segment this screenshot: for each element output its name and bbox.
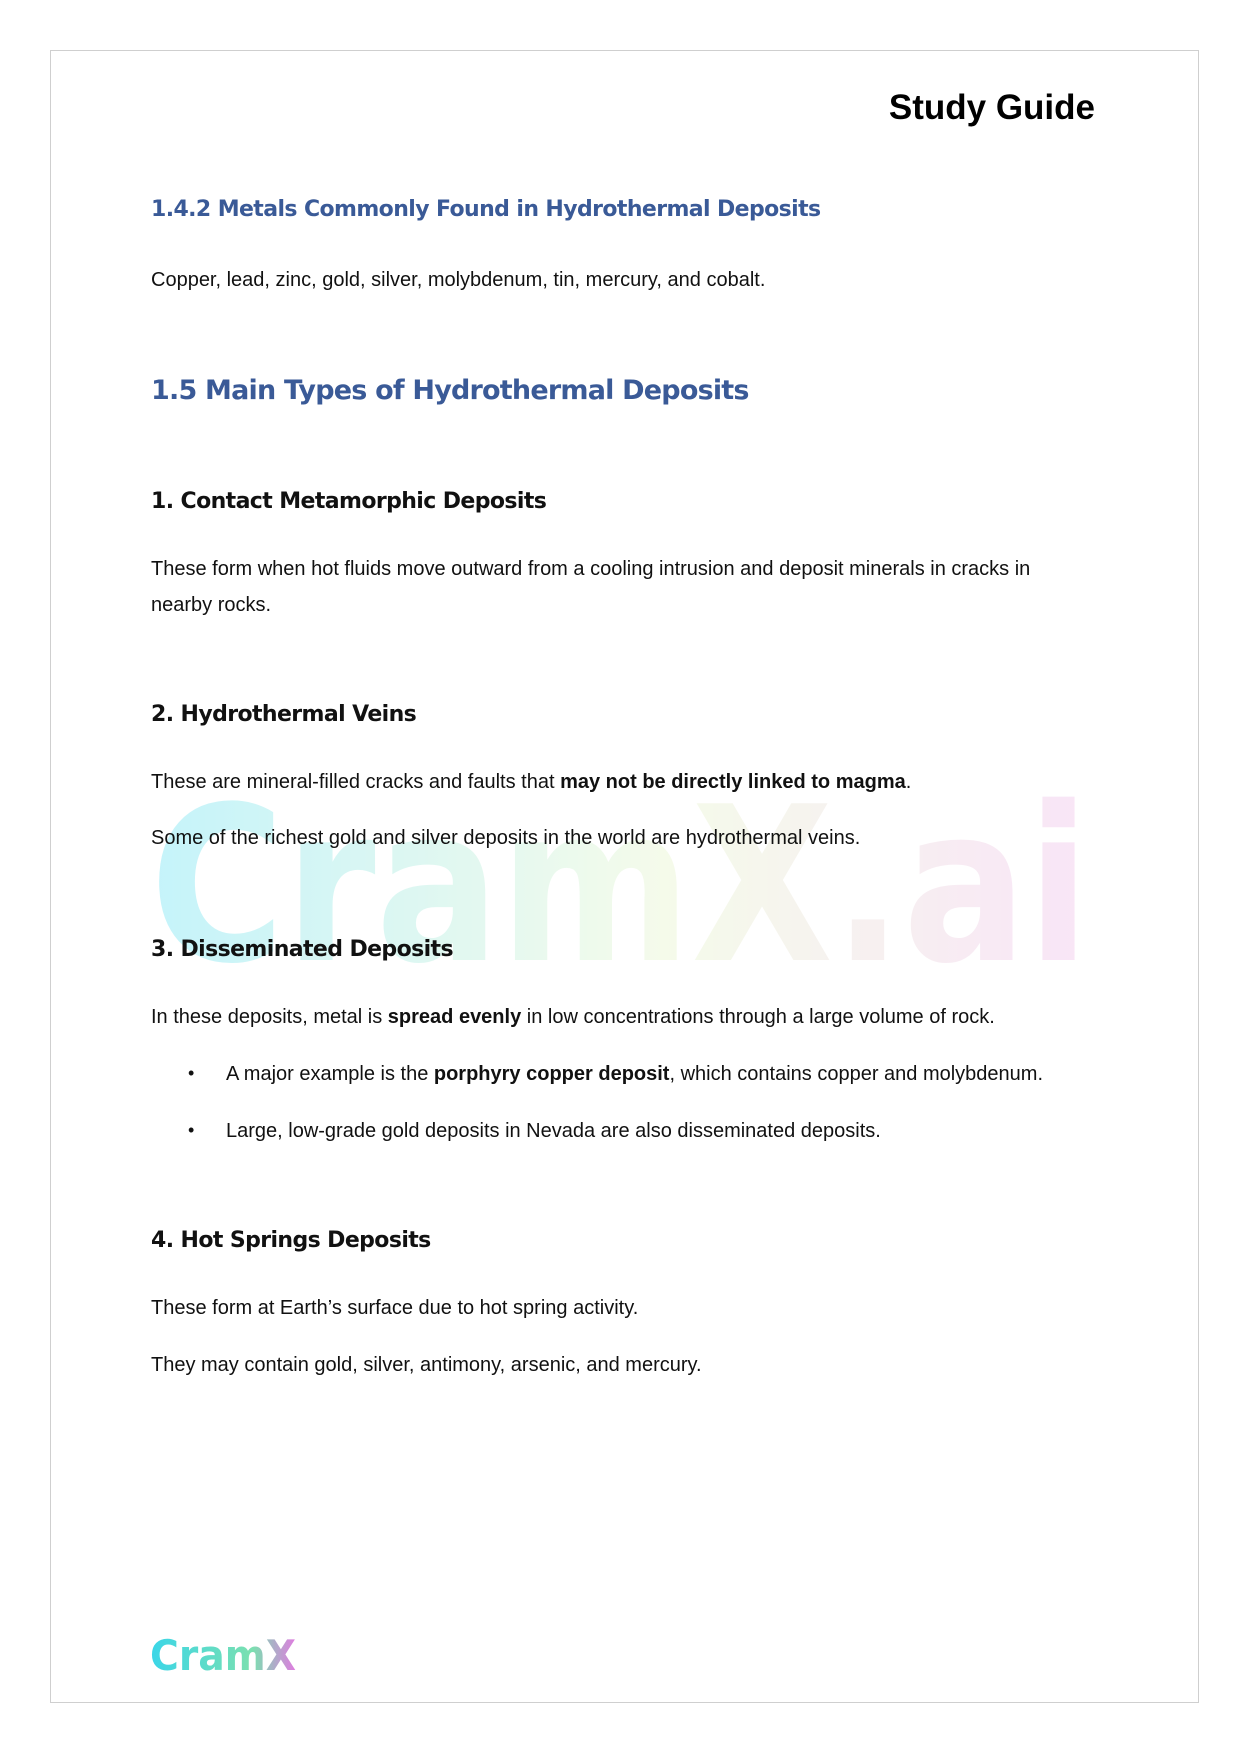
cramx-logo: [150, 1630, 300, 1678]
section-heading-1-5: 1.5 Main Types of Hydrothermal Deposits: [151, 375, 749, 406]
heading-disseminated-deposits: 3. Disseminated Deposits: [151, 937, 453, 962]
section-heading-1-4-2: 1.4.2 Metals Commonly Found in Hydrothermal Deposits: [151, 197, 821, 222]
metals-list-text: Copper, lead, zinc, gold, silver, molybdenum, tin, mercury, and cobalt.: [151, 269, 766, 291]
disseminated-paragraph: In these deposits, metal is spread evenly in low concentrations through a large volume of rock.: [151, 1006, 995, 1028]
bullet-item-porphyry: A major example is the porphyry copper deposit, which contains copper and molybdenum.: [226, 1063, 1044, 1085]
heading-hydrothermal-veins: 2. Hydrothermal Veins: [151, 702, 417, 727]
hot-springs-paragraph-1: These form at Earth’s surface due to hot spring activity.: [151, 1297, 639, 1319]
veins-paragraph-2: Some of the richest gold and silver deposits in the world are hydrothermal veins.: [151, 827, 861, 849]
contact-metamorphic-text: These form when hot fluids move outward from a cooling intrusion and deposit minerals in cracks in nearby rocks.: [151, 558, 1031, 616]
bullet-marker: •: [188, 1120, 195, 1140]
heading-contact-metamorphic: 1. Contact Metamorphic Deposits: [151, 489, 547, 514]
bullet-marker: •: [188, 1063, 195, 1083]
svg-text:CramX: CramX: [150, 1631, 296, 1678]
header-title: Study Guide: [888, 88, 1095, 127]
bullet-item-nevada: Large, low-grade gold deposits in Nevada are also disseminated deposits.: [226, 1120, 881, 1142]
veins-paragraph-1: These are mineral-filled cracks and faults that may not be directly linked to magma.: [151, 771, 912, 793]
heading-hot-springs-deposits: 4. Hot Springs Deposits: [151, 1228, 431, 1253]
hot-springs-paragraph-2: They may contain gold, silver, antimony, arsenic, and mercury.: [151, 1354, 702, 1376]
svg-text:CramX.ai: CramX.ai: [150, 760, 1090, 1000]
